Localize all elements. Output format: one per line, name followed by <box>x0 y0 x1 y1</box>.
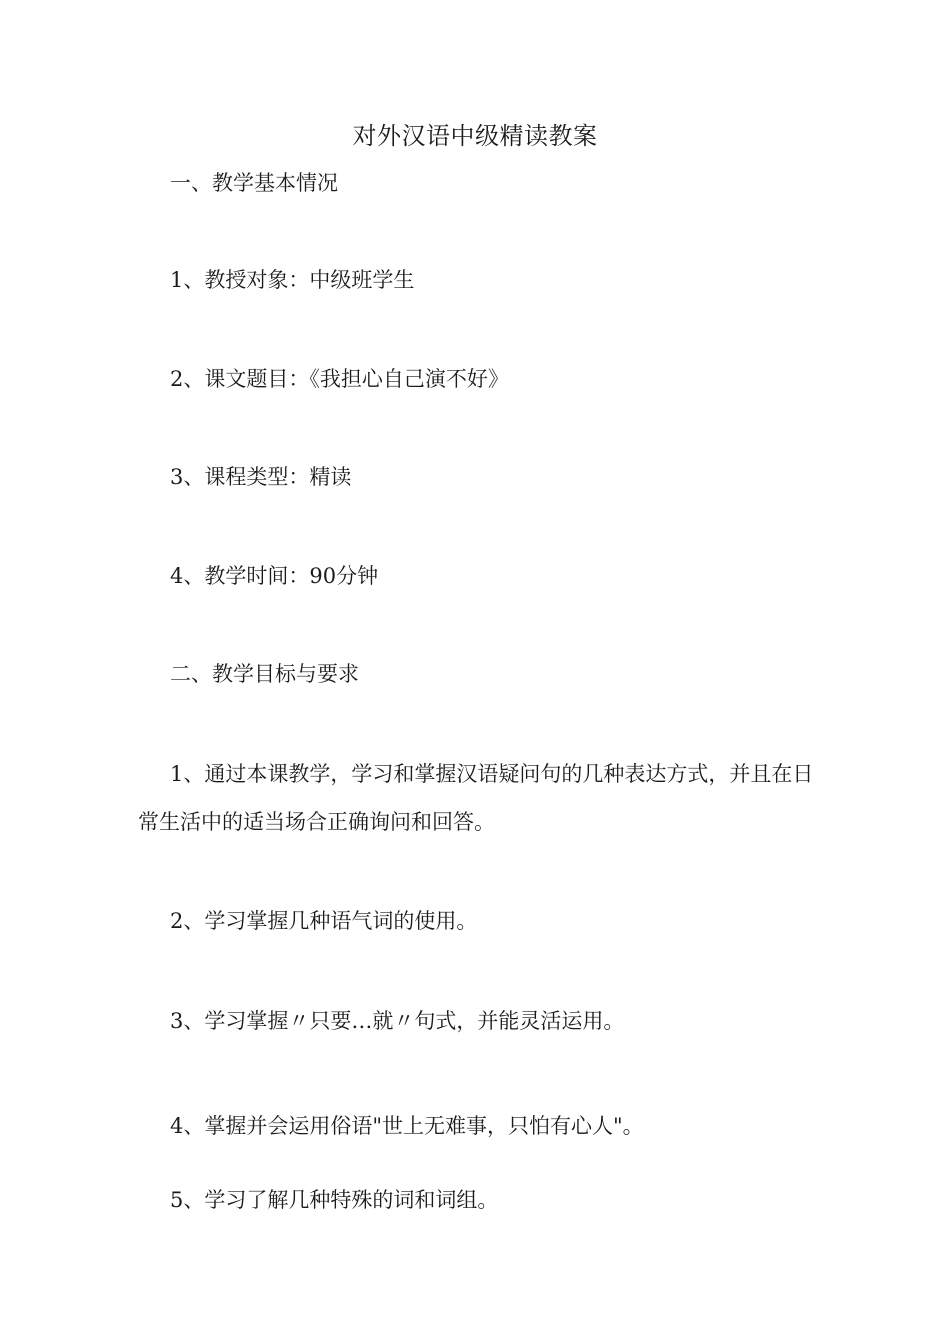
goal-item-3: 3、学习掌握〃只要…就〃句式，并能灵活运用。 <box>170 1009 625 1033</box>
goal-item-2: 2、学习掌握几种语气词的使用。 <box>170 909 478 933</box>
goal-item-1: 1、通过本课教学，学习和掌握汉语疑问句的几种表达方式，并且在日常生活中的适当场合正确询问和回答。 <box>138 762 814 834</box>
goal-item-4: 4、掌握并会运用俗语"世上无难事，只怕有心人"。 <box>170 1114 644 1138</box>
section-heading-basic-info: 一、教学基本情况 <box>170 171 338 195</box>
section-heading-goals: 二、教学目标与要求 <box>170 662 359 686</box>
item-teaching-time: 4、教学时间：90分钟 <box>170 564 379 588</box>
item-lesson-title: 2、课文题目：《我担心自己演不好》 <box>170 367 509 391</box>
goal-item-5: 5、学习了解几种特殊的词和词组。 <box>170 1188 499 1212</box>
item-teaching-target: 1、教授对象：中级班学生 <box>170 268 415 292</box>
item-course-type: 3、课程类型：精读 <box>170 465 352 489</box>
document-title: 对外汉语中级精读教案 <box>352 122 598 150</box>
